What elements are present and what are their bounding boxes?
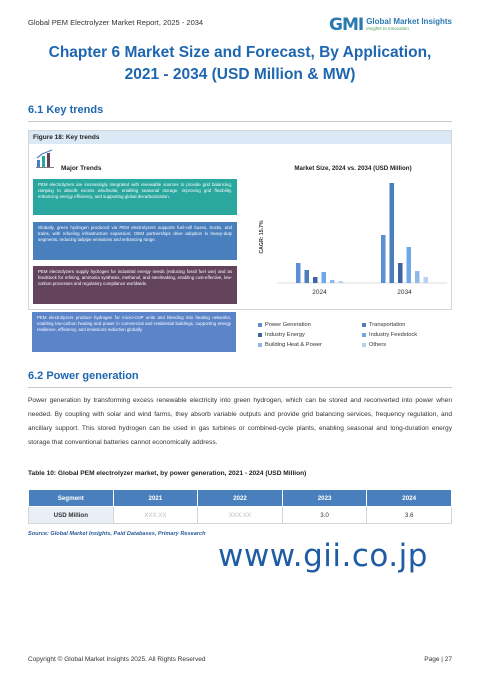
bar-2034-transportation [390,183,395,283]
legend-label: Power Generation [265,322,311,328]
legend-label: Others [369,342,387,348]
section-divider [28,387,452,388]
table-header-cell: 2022 [198,490,283,507]
watermark: www.gii.co.jp [218,538,428,574]
legend-item-transportation [362,322,405,328]
table-title: Table 10: Global PEM electrolyzer market, by power generation, 2021 - 2024 (USD Million) [28,470,307,477]
gmi-logo [329,14,452,36]
legend-label: Transportation [369,322,406,328]
chart-title: Market Size, 2024 vs. 2034 (USD Million) [294,165,412,172]
page-header [28,14,452,36]
section-heading-key-trends: 6.1 Key trends [28,104,104,116]
major-trends-label: Major Trends [61,165,102,172]
logo-mark: GMI [329,15,364,35]
legend-item-building-heat-power [258,342,322,348]
logo-name: Global Market Insights [366,17,452,27]
table-header-cell: 2024 [367,490,452,507]
legend-swatch [258,333,262,337]
trends-chart-icon [35,149,55,169]
table-row [29,507,452,524]
figure-caption: Figure 18: Key trends [29,131,451,144]
table-header-cell: Segment [29,490,114,507]
table-cell: 3.6 [367,507,452,524]
figure-key-trends [28,130,452,310]
table-cell: XXX.XX [198,507,283,524]
bar-2024-others [339,281,344,283]
legend-label: Industry Energy [265,332,305,338]
logo-tagline: Insights to Innovation [366,26,409,32]
legend-label: Industry Feedstock [369,332,418,338]
legend-item-power-generation [258,322,311,328]
trend-box-3: PEM electrolyzers supply hydrogen for industrial energy needs (reducing fossil fuel use) and as feedstock for refining, ammonia synthesis, methanol, and steelmaking, enabling cost-effective, low-carbon processes and regulatory compliance worldwide. [33,266,237,304]
report-title: Global PEM Electrolyzer Market Report, 2025 - 2034 [28,18,204,27]
table-source: Source: Global Market Insights, Paid Databases, Primary Research [28,531,206,537]
table-cell: XXX.XX [113,507,198,524]
table-header-row [29,490,452,507]
chapter-title-line2: 2021 - 2034 (USD Million & MW) [124,66,356,83]
legend-swatch [362,323,366,327]
bar-2034-industry-feedstock [407,247,412,283]
legend-label: Building Heat & Power [265,342,322,348]
cagr-label: CAGR: 15.7% [259,220,265,254]
chapter-title [24,42,456,86]
legend-swatch [258,343,262,347]
table-cell: USD Million [29,507,114,524]
section-divider [28,121,452,122]
legend-item-industry-feedstock [362,332,417,338]
bar-2024-transportation [305,270,310,283]
bar-2024-industry-feedstock [322,272,327,283]
trend-box-2: Globally, green hydrogen produced via PEM electrolyzers supports fuel-cell buses, trucks, and trains, with refueling infrastructure expansion; OEM partnerships drive adoption in heavy-duty segments, reducing tailpipe emissions and enhancing range. [33,222,237,260]
bar-2024-industry-energy [313,277,318,283]
footer-copyright: Copyright © Global Market Insights 2025. All Rights Reserved [28,656,206,663]
legend-swatch [362,343,366,347]
table-header-cell: 2021 [113,490,198,507]
logo-text [366,18,452,32]
market-size-bar-chart [253,175,451,303]
legend-item-others [362,342,386,348]
chapter-title-line1: Chapter 6 Market Size and Forecast, By Application, [48,44,432,61]
bar-2034-power-generation [381,235,386,283]
bar-2034-others [424,277,429,283]
legend-item-industry-energy [258,332,305,338]
bar-2024-power-generation [296,263,301,283]
legend-swatch [258,323,262,327]
x-tick-label-2034: 2034 [397,289,412,296]
x-tick-label-2024: 2024 [312,289,327,296]
legend-swatch [362,333,366,337]
trend-box-4: PEM electrolyzers produce hydrogen for micro-CHP units and blending into heating networks, enabling low-carbon heating and power in commercial and residential buildings, supporting energy resilience, efficiency, and emissions reduction globally. [32,312,236,352]
bar-2034-building-heat-power [415,271,420,283]
bar-2024-building-heat-power [330,280,335,283]
table-header-cell: 2023 [282,490,367,507]
power-generation-paragraph: Power generation by transforming excess renewable electricity into green hydrogen, which can be stored and reconverted into power when needed. By coupling with solar and wind farms, they absorb variable outputs and provide grid balancing services, frequency regulation, and ancillary support. This stored hydrogen can be used in gas turbines or combined-cycle plants, enabling seasonal and long-duration energy storage that conventional batteries cannot economically address. [28,397,452,446]
bar-2034-industry-energy [398,263,403,283]
footer-page-number: Page | 27 [424,656,452,663]
section-heading-power-generation: 6.2 Power generation [28,370,139,382]
table-cell: 3.0 [282,507,367,524]
power-generation-table [28,489,452,524]
trend-box-1: PEM electrolyzers are increasingly integrated with renewable sources to provide grid balancing, ramping to absorb excess wind/solar, enabling seasonal storage, improving grid flexibility, enhancing energy efficiency, and supporting global decarbonization. [33,179,237,215]
